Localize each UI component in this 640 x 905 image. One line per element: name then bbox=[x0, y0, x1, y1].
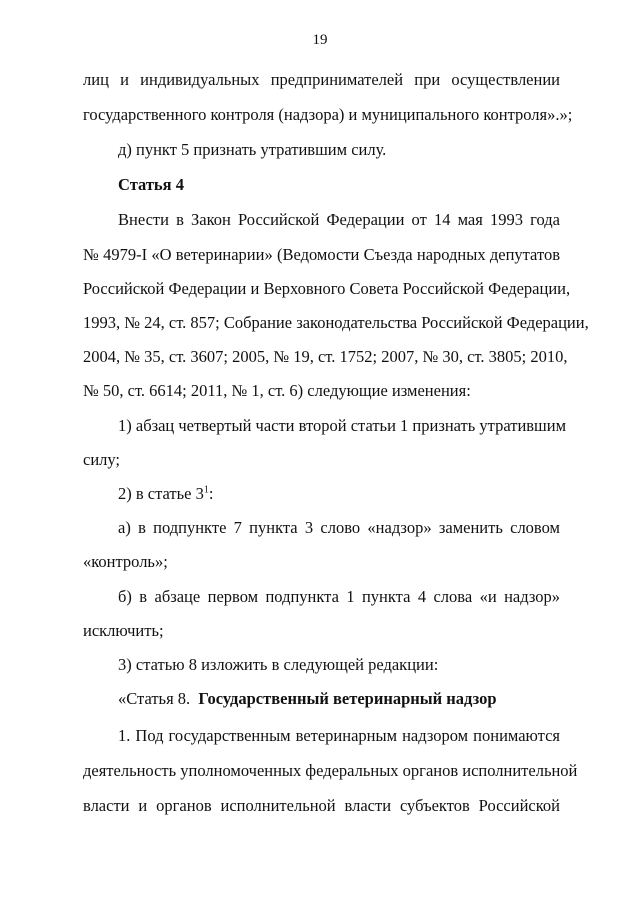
text-line: б) в абзаце первом подпункта 1 пункта 4 слова «и надзор» bbox=[118, 587, 560, 606]
text-line: власти и органов исполнительной власти субъектов Российской bbox=[83, 796, 560, 815]
text-line: Российской Федерации и Верховного Совета Российской Федерации, bbox=[83, 279, 571, 298]
superscript: 1 bbox=[203, 484, 209, 496]
text-line: государственного контроля (надзора) и муниципального контроля».»; bbox=[83, 105, 573, 124]
article-heading: Статья 4 bbox=[118, 175, 184, 194]
text-line: Внести в Закон Российской Федерации от 14 мая 1993 года bbox=[118, 210, 560, 229]
text-line: а) в подпункте 7 пункта 3 слово «надзор» заменить словом bbox=[118, 518, 560, 537]
text-line: д) пункт 5 признать утратившим силу. bbox=[118, 140, 387, 159]
text-line: деятельность уполномоченных федеральных органов исполнительной bbox=[83, 761, 578, 780]
article-8-label: «Статья 8. bbox=[118, 689, 191, 708]
text-line-suffix: : bbox=[208, 484, 214, 503]
article-8-heading bbox=[118, 689, 560, 709]
article-8-title: Государственный ветеринарный надзор bbox=[198, 689, 497, 708]
text-line: № 4979-I «О ветеринарии» (Ведомости Съезда народных депутатов bbox=[83, 245, 560, 264]
text-line: 2004, № 35, ст. 3607; 2005, № 19, ст. 1752; 2007, № 30, ст. 3805; 2010, bbox=[83, 347, 568, 366]
text-line bbox=[118, 484, 560, 504]
text-line: 3) статью 8 изложить в следующей редакции: bbox=[118, 655, 439, 674]
text-line: 1. Под государственным ветеринарным надзором понимаются bbox=[118, 726, 560, 745]
text-line: № 50, ст. 6614; 2011, № 1, ст. 6) следующие изменения: bbox=[83, 381, 471, 400]
text-line: исключить; bbox=[83, 621, 164, 640]
text-line: лиц и индивидуальных предпринимателей при осуществлении bbox=[83, 70, 560, 89]
text-line: силу; bbox=[83, 450, 121, 469]
text-line: «контроль»; bbox=[83, 552, 168, 571]
text-line-main: 2) в статье 3 bbox=[118, 484, 204, 503]
text-line: 1) абзац четвертый части второй статьи 1 признать утратившим bbox=[118, 416, 567, 435]
text-line: 1993, № 24, ст. 857; Собрание законодательства Российской Федерации, bbox=[83, 313, 589, 332]
page-number: 19 bbox=[312, 32, 328, 48]
